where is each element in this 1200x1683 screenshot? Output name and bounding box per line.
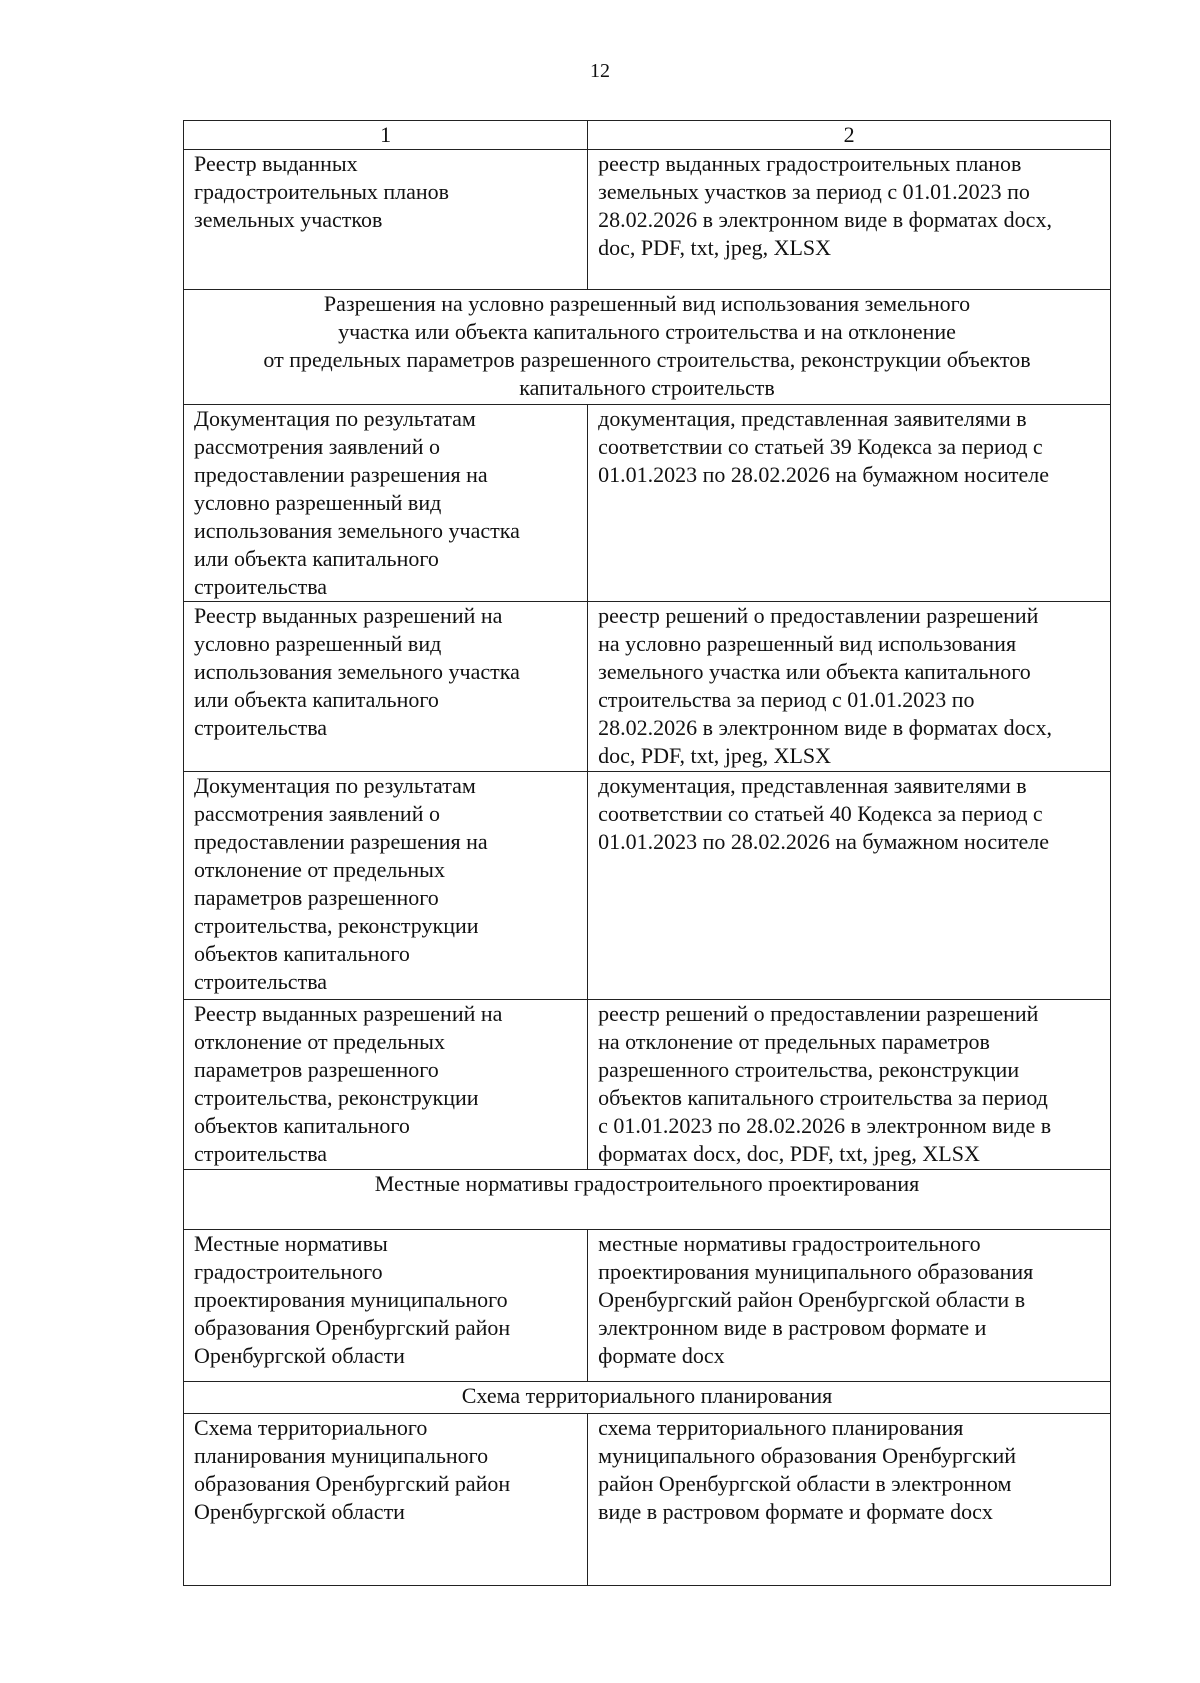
cell-text: Местные нормативы градостроительного проектирования муниципального образования Оренбургский район Оренбургской области [194, 1231, 511, 1368]
cell-text: Документация по результатам рассмотрения заявлений о предоставлении разрешения на условно разрешенный вид использования земельного участка или объекта капитального строительства [194, 406, 520, 599]
section-heading-row [184, 290, 1111, 405]
section-heading [184, 1382, 1111, 1414]
cell-name [184, 405, 588, 602]
cell-description [588, 150, 1111, 290]
column-header-1: 1 [184, 121, 588, 150]
cell-name [184, 602, 588, 772]
column-header-2: 2 [588, 121, 1111, 150]
document-table [183, 120, 1111, 1586]
cell-name [184, 1230, 588, 1382]
cell-text: местные нормативы градостроительного проектирования муниципального образования Оренбургский район Оренбургской области в электронном виде в растровом формате и формате docx [598, 1231, 1034, 1368]
section-heading-text: Разрешения на условно разрешенный вид использования земельного участка или объекта капитального строительства и на отклонение от предельных параметров разрешенного строительства, реконструкции объектов капитального строительств [263, 291, 1031, 400]
section-heading-row [184, 1170, 1111, 1230]
cell-text: документация, представленная заявителями в соответствии со статьей 40 Кодекса за период с 01.01.2023 по 28.02.2026 на бумажном носителе [598, 773, 1049, 854]
cell-name [184, 772, 588, 1000]
cell-text: Реестр выданных градостроительных планов земельных участков [194, 151, 450, 232]
section-heading [184, 290, 1111, 405]
cell-description [588, 1230, 1111, 1382]
cell-name [184, 1414, 588, 1586]
table-row [184, 150, 1111, 290]
cell-text: реестр решений о предоставлении разрешений на условно разрешенный вид использования земельного участка или объекта капитального строительства за период с 01.01.2023 по 28.02.2026 в электронном виде в форматах docx, doc, PDF, txt, jpeg, XLSX [598, 603, 1052, 768]
cell-description [588, 772, 1111, 1000]
cell-description [588, 1000, 1111, 1170]
section-heading-text: Местные нормативы градостроительного проектирования [374, 1171, 920, 1196]
section-heading-text: Схема территориального планирования [461, 1383, 833, 1408]
cell-text: Реестр выданных разрешений на условно разрешенный вид использования земельного участка или объекта капитального строительства [194, 603, 520, 740]
cell-name [184, 1000, 588, 1170]
cell-description [588, 405, 1111, 602]
section-heading-row [184, 1382, 1111, 1414]
page-number: 12 [590, 60, 610, 82]
cell-text: реестр выданных градостроительных планов земельных участков за период с 01.01.2023 по 28.02.2026 в электронном виде в форматах docx, doc, PDF, txt, jpeg, XLSX [598, 151, 1052, 260]
table-row [184, 1000, 1111, 1170]
table-header-row [184, 121, 1111, 150]
table-row [184, 1230, 1111, 1382]
cell-description [588, 1414, 1111, 1586]
table-row [184, 405, 1111, 602]
cell-text: Реестр выданных разрешений на отклонение от предельных параметров разрешенного строительства, реконструкции объектов капитального строительства [194, 1001, 503, 1166]
cell-name [184, 150, 588, 290]
table-row [184, 772, 1111, 1000]
cell-text: схема территориального планирования муниципального образования Оренбургский район Оренбургской области в электронном виде в растровом формате и формате docx [598, 1415, 1016, 1524]
section-heading [184, 1170, 1111, 1230]
cell-text: Документация по результатам рассмотрения заявлений о предоставлении разрешения на отклонение от предельных параметров разрешенного строительства, реконструкции объектов капитального строительства [194, 773, 488, 994]
cell-text: документация, представленная заявителями в соответствии со статьей 39 Кодекса за период с 01.01.2023 по 28.02.2026 на бумажном носителе [598, 406, 1049, 487]
cell-description [588, 602, 1111, 772]
table-row [184, 602, 1111, 772]
table-row [184, 1414, 1111, 1586]
cell-text: Схема территориального планирования муниципального образования Оренбургский район Оренбургской области [194, 1415, 511, 1524]
cell-text: реестр решений о предоставлении разрешений на отклонение от предельных параметров разрешенного строительства, реконструкции объектов капитального строительства за период с 01.01.2023 по 28.02.2026 в электронном виде в форматах docx, doc, PDF, txt, jpeg, XLSX [598, 1001, 1052, 1166]
